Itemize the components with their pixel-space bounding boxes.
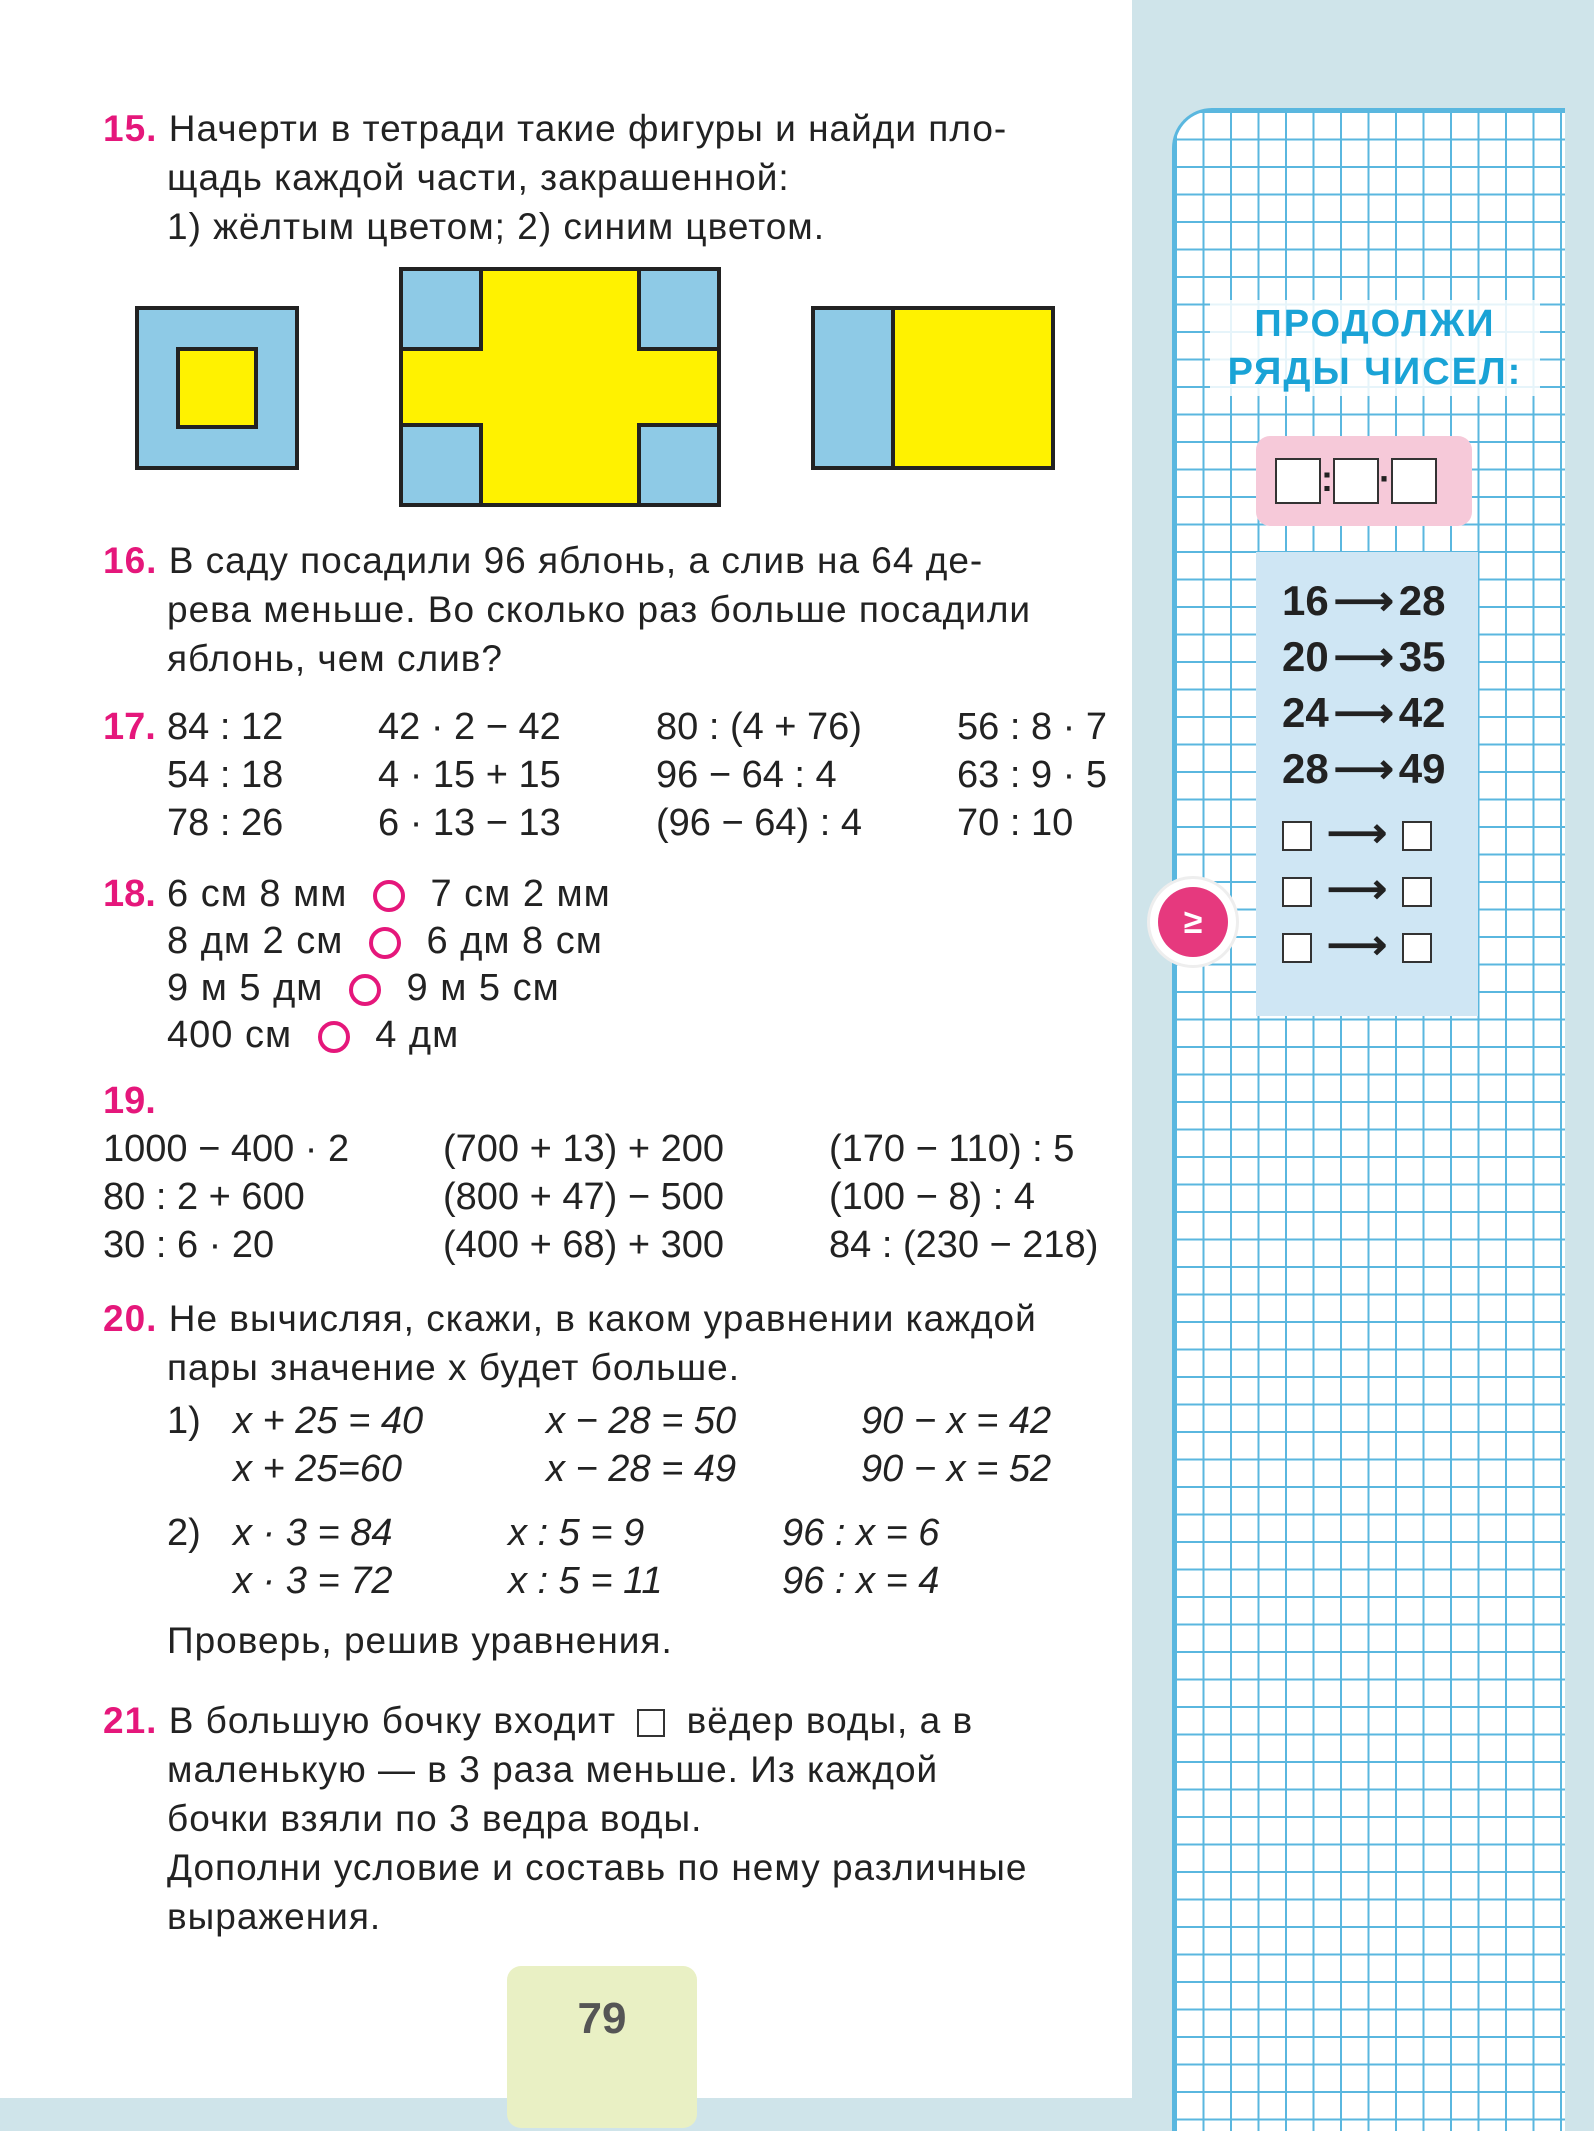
- p19-expr: 80 : 2 + 600: [103, 1176, 305, 1218]
- arrow-icon: ⟶: [1326, 809, 1388, 856]
- problem-16-number: 16.: [103, 540, 158, 581]
- p18-right: 4 дм: [375, 1014, 460, 1056]
- pattern-sep1: :: [1321, 458, 1333, 499]
- p17-expr: 56 : 8 · 7: [957, 706, 1107, 748]
- pattern-square-2: [1333, 458, 1379, 504]
- blank-box[interactable]: [1282, 933, 1312, 963]
- compare-icon: [1147, 876, 1239, 968]
- problem-16-text-3: яблонь, чем слив?: [167, 638, 503, 679]
- compare-circle[interactable]: [369, 927, 401, 959]
- series-row: [1282, 688, 1445, 737]
- p17-expr: 80 : (4 + 76): [656, 706, 862, 748]
- problem-20-line1: [103, 1298, 1037, 1340]
- problem-16-text-1: В саду посадили 96 яблонь, а слив на 64 де-: [168, 540, 984, 581]
- p20-eq: x − 28 = 50: [546, 1400, 737, 1442]
- p17-expr: 84 : 12: [167, 706, 284, 748]
- sidebar-title-line2: РЯДЫ ЧИСЕЛ:: [1227, 351, 1523, 393]
- blank-series-row: [1282, 864, 1432, 913]
- problem-19-number: 19.: [103, 1080, 156, 1122]
- series-row: [1282, 744, 1445, 793]
- compare-icon-symbol: ≥: [1158, 887, 1228, 957]
- problem-18-number: 18.: [103, 873, 156, 915]
- arrow-icon: ⟶: [1333, 633, 1394, 680]
- p20-part1-label: 1): [167, 1400, 201, 1442]
- p17-expr: 96 − 64 : 4: [656, 754, 837, 796]
- arrow-icon: ⟶: [1326, 865, 1388, 912]
- problem-20-text-2: пары значение x будет больше.: [167, 1347, 740, 1388]
- p17-expr: 63 : 9 · 5: [957, 754, 1107, 796]
- problem-21-text-3: бочки взяли по 3 ведра воды.: [167, 1798, 703, 1839]
- p18-left: 400 см: [167, 1014, 293, 1056]
- p20-eq: 90 − x = 52: [861, 1448, 1052, 1490]
- p20-eq: x + 25=60: [233, 1448, 403, 1490]
- grid-sidebar: [1172, 108, 1565, 2131]
- problem-20-check: Проверь, решив уравнения.: [167, 1620, 673, 1661]
- problem-16-text-2: рева меньше. Во сколько раз больше посадили: [167, 589, 1032, 630]
- p20-eq: 96 : x = 6: [782, 1512, 940, 1554]
- problem-16-line1: [103, 540, 983, 582]
- problem-21-text-1b: вёдер воды, а в: [686, 1700, 974, 1741]
- p18-left: 8 дм 2 см: [167, 920, 344, 962]
- p17-expr: 54 : 18: [167, 754, 284, 796]
- problem-21-text-1a: В большую бочку входит: [168, 1700, 617, 1741]
- p18-right: 9 м 5 см: [406, 967, 560, 1009]
- blank-series-row: [1282, 808, 1432, 857]
- p18-right: 7 см 2 мм: [430, 873, 611, 915]
- pattern-square-3: [1391, 458, 1437, 504]
- problem-20-number: 20.: [103, 1298, 158, 1339]
- problem-17-number: 17.: [103, 706, 156, 748]
- arrow-icon: ⟶: [1333, 689, 1394, 736]
- p19-expr: 84 : (230 − 218): [829, 1224, 1099, 1266]
- p20-eq: x : 5 = 11: [508, 1560, 663, 1602]
- problem-21-number: 21.: [103, 1700, 158, 1741]
- series-row: [1282, 576, 1445, 625]
- p17-expr: 70 : 10: [957, 802, 1074, 844]
- pattern-sep2: ·: [1379, 458, 1391, 499]
- p17-expr: 42 · 2 − 42: [378, 706, 561, 748]
- arrow-icon: ⟶: [1333, 577, 1394, 624]
- p18-row: [167, 873, 611, 916]
- p19-expr: 1000 − 400 · 2: [103, 1128, 350, 1170]
- p17-expr: 6 · 13 − 13: [378, 802, 561, 844]
- p19-expr: (100 − 8) : 4: [829, 1176, 1035, 1218]
- series-right: 28: [1398, 577, 1446, 624]
- blank-box[interactable]: [1282, 821, 1312, 851]
- problem-15-text-3: 1) жёлтым цветом; 2) синим цветом.: [167, 206, 826, 247]
- p18-row: [167, 1014, 459, 1057]
- p20-eq: x − 28 = 49: [546, 1448, 737, 1490]
- series-left: 24: [1282, 689, 1329, 736]
- problem-21-text-2: маленькую — в 3 раза меньше. Из каждой: [167, 1749, 939, 1790]
- series-row: [1282, 632, 1445, 681]
- pattern-row: [1275, 458, 1437, 504]
- p17-expr: 78 : 26: [167, 802, 284, 844]
- series-right: 42: [1398, 689, 1446, 736]
- p18-right: 6 дм 8 см: [426, 920, 603, 962]
- p20-eq: x · 3 = 84: [233, 1512, 393, 1554]
- blank-box[interactable]: [1282, 877, 1312, 907]
- blank-box[interactable]: [1402, 933, 1432, 963]
- problem-15-text-1: Начерти в тетради такие фигуры и найди пло-: [168, 108, 1008, 149]
- problem-15-line1: [103, 108, 1007, 150]
- blank-series-row: [1282, 920, 1432, 969]
- problem-21-text-5: выражения.: [167, 1896, 382, 1937]
- figure-square-frame: [137, 308, 297, 468]
- series-left: 20: [1282, 633, 1329, 680]
- pattern-square-1: [1275, 458, 1321, 504]
- p19-expr: (700 + 13) + 200: [443, 1128, 724, 1170]
- problem-15-figures: [130, 262, 1090, 512]
- problem-20-text-1: Не вычисляя, скажи, в каком уравнении каждой: [168, 1298, 1037, 1339]
- p20-eq: x · 3 = 72: [233, 1560, 393, 1602]
- p20-eq: 96 : x = 4: [782, 1560, 940, 1602]
- blank-box[interactable]: [1402, 821, 1432, 851]
- p18-left: 9 м 5 дм: [167, 967, 324, 1009]
- series-right: 49: [1398, 745, 1446, 792]
- p19-expr: (800 + 47) − 500: [443, 1176, 724, 1218]
- p19-expr: 30 : 6 · 20: [103, 1224, 275, 1266]
- p18-left: 6 см 8 мм: [167, 873, 348, 915]
- p20-eq: x : 5 = 9: [508, 1512, 645, 1554]
- figure-split-rectangle: [813, 308, 1053, 468]
- p20-part2-label: 2): [167, 1512, 201, 1554]
- p17-expr: (96 − 64) : 4: [656, 802, 862, 844]
- compare-circle[interactable]: [318, 1021, 350, 1053]
- page-number: 79: [577, 1994, 627, 2043]
- figure-cross: [401, 269, 719, 505]
- problem-15-text-2: щадь каждой части, закрашенной:: [167, 157, 790, 198]
- arrow-icon: ⟶: [1326, 921, 1388, 968]
- page-number-tab: [507, 1966, 697, 2128]
- p18-row: [167, 920, 603, 963]
- problem-21-text-4: Дополни условие и составь по нему различные: [167, 1847, 1028, 1888]
- series-left: 28: [1282, 745, 1329, 792]
- p20-eq: x + 25 = 40: [233, 1400, 424, 1442]
- p19-expr: (400 + 68) + 300: [443, 1224, 724, 1266]
- p18-row: [167, 967, 560, 1010]
- compare-circle[interactable]: [373, 880, 405, 912]
- sidebar-title-line1: ПРОДОЛЖИ: [1254, 303, 1496, 345]
- blank-box[interactable]: [637, 1709, 665, 1737]
- compare-circle[interactable]: [349, 974, 381, 1006]
- problem-15-number: 15.: [103, 108, 158, 149]
- blank-box[interactable]: [1402, 877, 1432, 907]
- series-left: 16: [1282, 577, 1329, 624]
- p17-expr: 4 · 15 + 15: [378, 754, 561, 796]
- problem-21-line1: [103, 1700, 973, 1742]
- arrow-icon: ⟶: [1333, 745, 1394, 792]
- p20-eq: 90 − x = 42: [861, 1400, 1052, 1442]
- p19-expr: (170 − 110) : 5: [829, 1128, 1075, 1170]
- sidebar-title: [1210, 300, 1540, 396]
- series-right: 35: [1398, 633, 1446, 680]
